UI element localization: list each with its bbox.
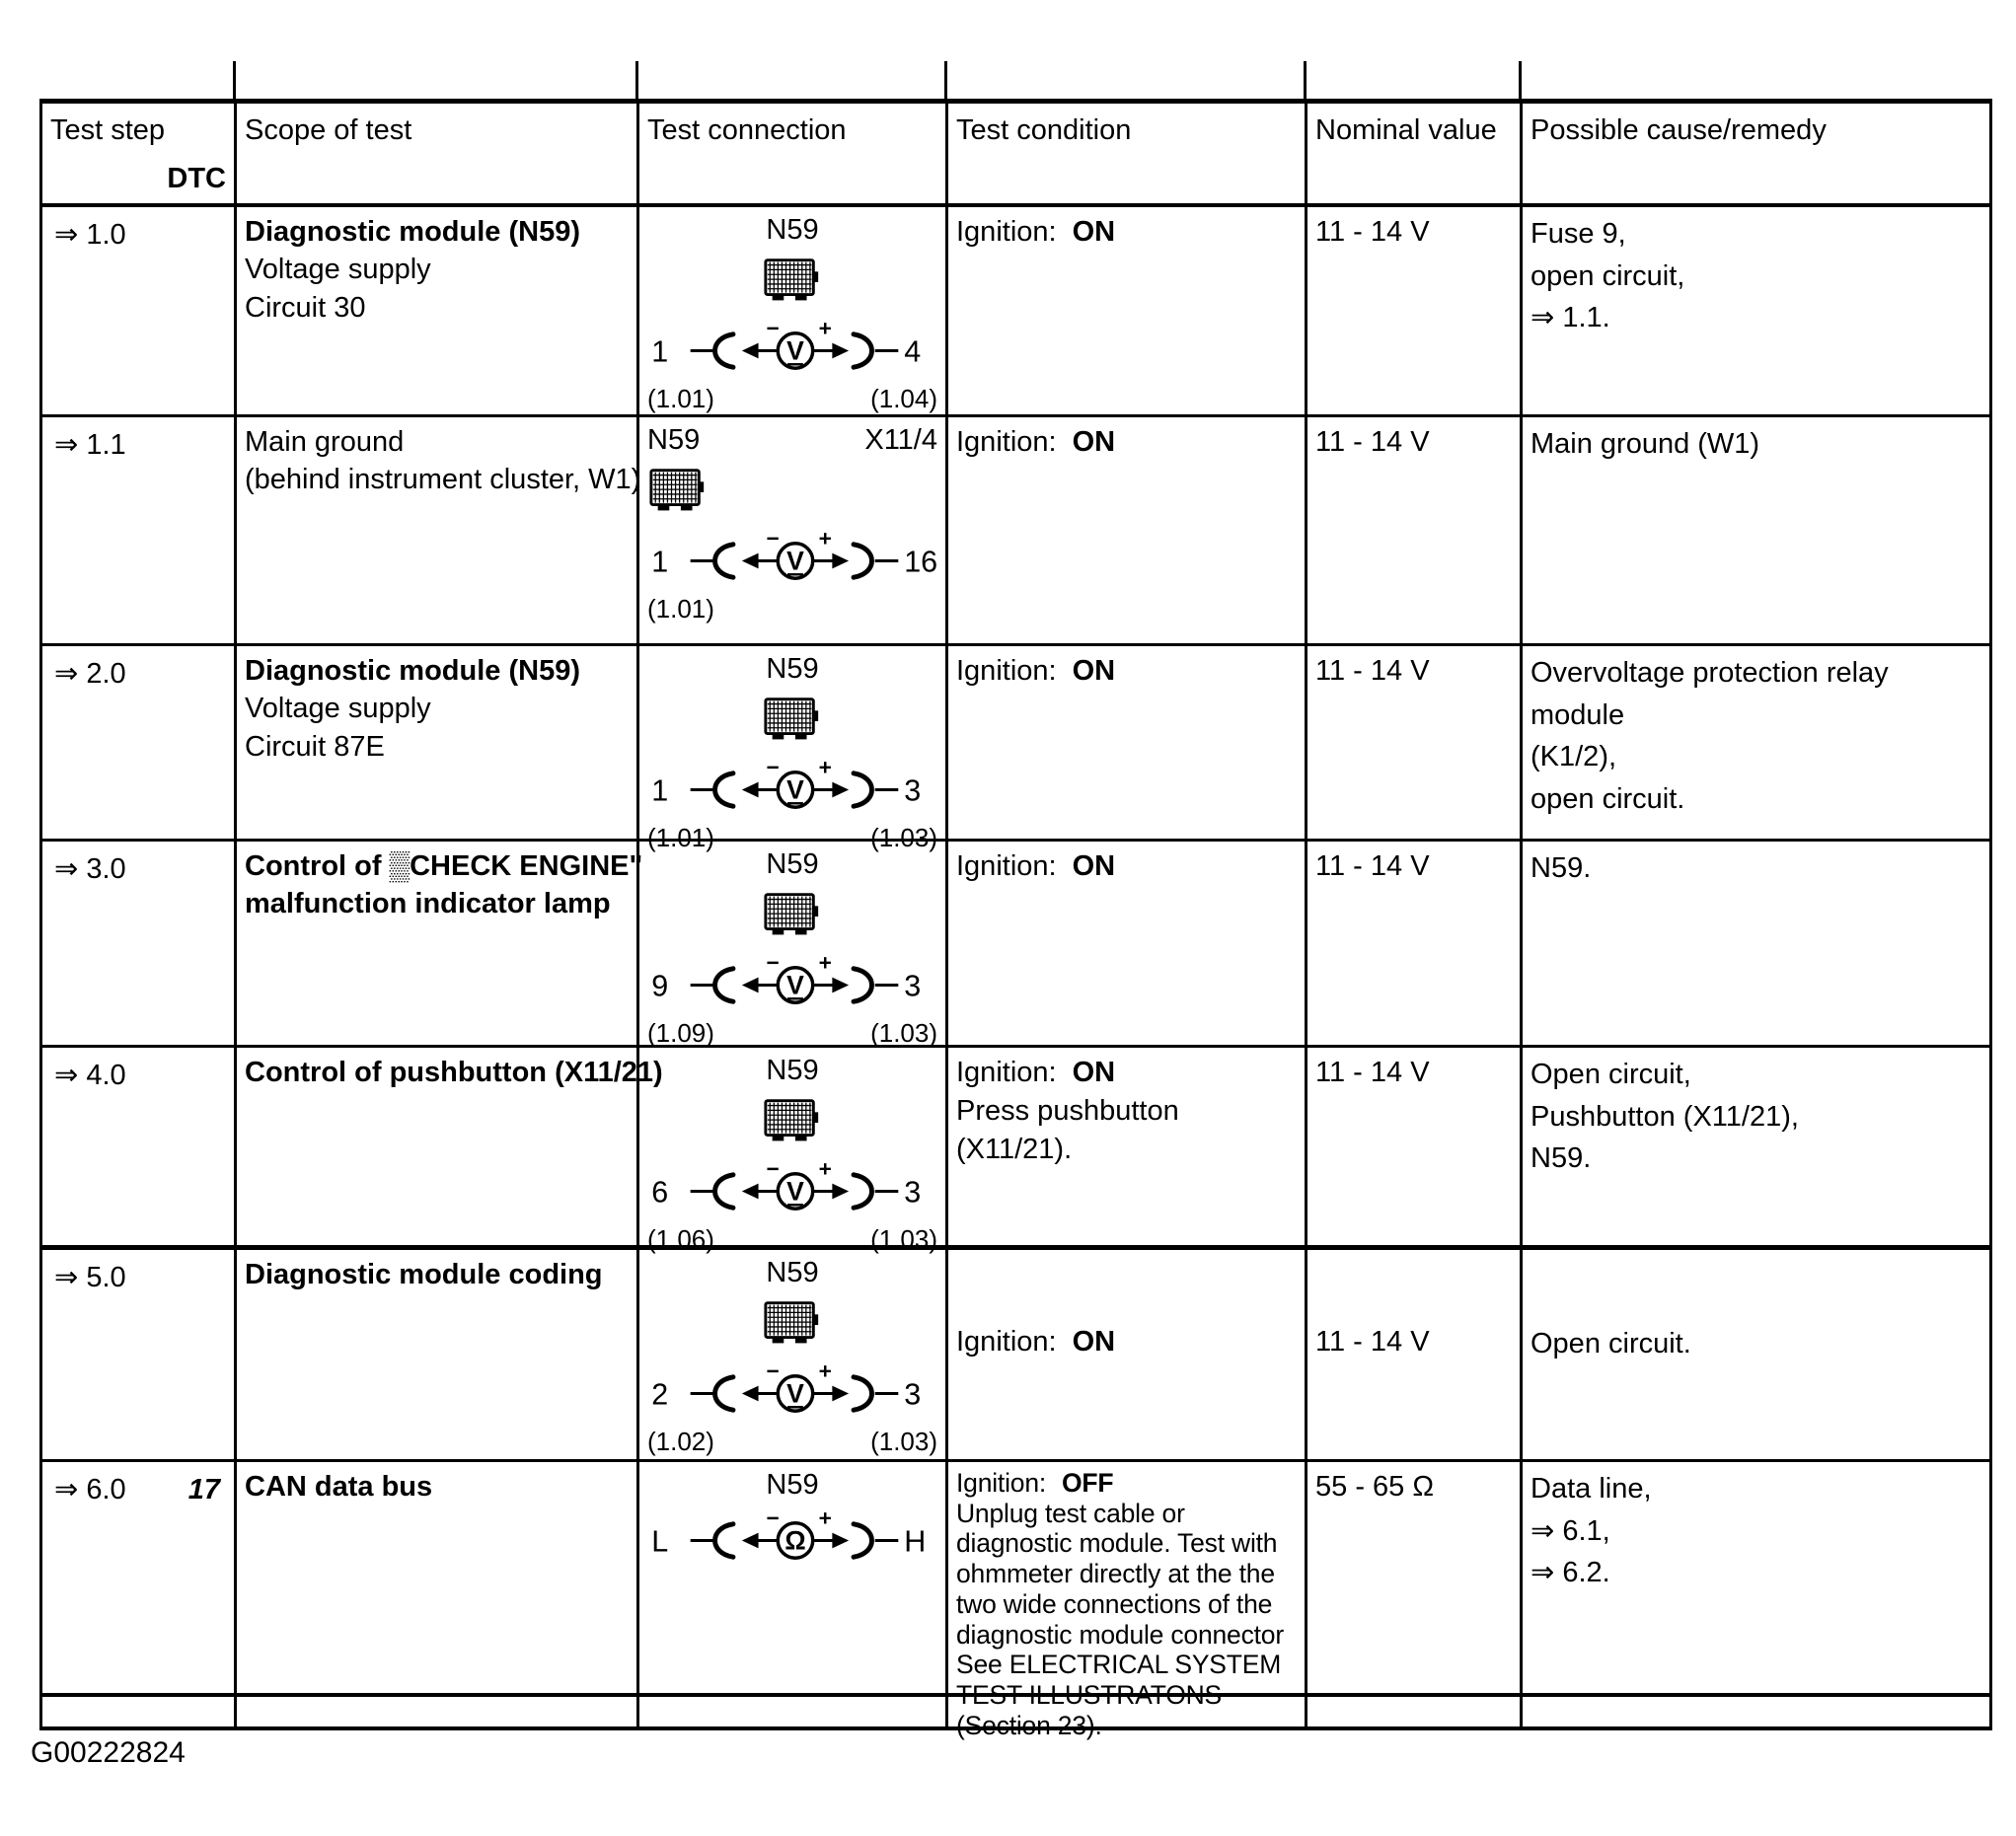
pin-ref-right: (1.03) xyxy=(870,823,937,853)
scope-text-line: Voltage supply xyxy=(245,693,431,725)
probe-line xyxy=(647,317,937,382)
condition-cell xyxy=(948,1462,1307,1740)
nominal-value-cell xyxy=(1307,207,1523,417)
ignition-line xyxy=(956,1468,1297,1499)
header-dtc-label: DTC xyxy=(167,162,226,194)
ignition-state: ON xyxy=(1072,1326,1116,1358)
meter-type-label: V xyxy=(786,1176,804,1207)
pin-reference-labels xyxy=(647,382,937,415)
cause-text-line: open circuit, xyxy=(1531,259,1685,292)
test-step-cell xyxy=(42,842,237,1048)
meter-type-label: V xyxy=(786,335,804,366)
condition-cell xyxy=(948,842,1307,1048)
cause-text-line: ⇒ 6.1, xyxy=(1531,1514,1610,1547)
ignition-line xyxy=(956,213,1297,252)
arrow-left-icon xyxy=(742,553,759,569)
column-stub-line xyxy=(944,61,947,101)
cause-text-line: N59. xyxy=(1531,1142,1592,1175)
plus-sign: + xyxy=(818,1359,832,1384)
pin-left-label: L xyxy=(651,1524,669,1559)
probe-line xyxy=(647,951,937,1016)
socket-right-icon xyxy=(854,1524,871,1557)
condition-cell xyxy=(948,207,1307,417)
minus-sign: − xyxy=(766,527,780,551)
connection-cell xyxy=(639,646,948,853)
connector-label: N59 xyxy=(766,1257,819,1288)
minus-sign: − xyxy=(766,1506,780,1531)
connection-cell xyxy=(639,1250,948,1462)
scope-title-line: Control of ▒CHECK ENGINE" xyxy=(245,850,643,882)
scope-text-line: Main ground xyxy=(245,426,405,458)
condition-text-line: diagnostic module. Test with xyxy=(956,1528,1278,1559)
probe-line xyxy=(647,756,937,821)
minus-sign: − xyxy=(766,1359,780,1384)
ignition-line xyxy=(956,847,1297,886)
nominal-value: 11 - 14 V xyxy=(1315,1326,1430,1358)
cause-remedy-cell xyxy=(1523,417,1989,646)
probe-line xyxy=(647,1157,937,1222)
module-connector-icon xyxy=(762,1299,823,1351)
voltmeter-probe-diagram xyxy=(647,527,939,592)
arrow-left-icon xyxy=(742,343,759,359)
module-icon-wrap xyxy=(647,696,937,747)
pin-ref-left: (1.09) xyxy=(647,1018,714,1049)
pin-right-label: 3 xyxy=(904,773,922,808)
condition-text-line: ohmmeter directly at the the xyxy=(956,1559,1275,1589)
cause-text-line: Fuse 9, xyxy=(1531,218,1626,250)
scope-title-line: Control of pushbutton (X11/21) xyxy=(245,1057,663,1088)
ignition-line xyxy=(956,423,1297,462)
minus-sign: − xyxy=(766,756,780,780)
test-step-label: ⇒ 1.1 xyxy=(54,429,126,461)
connector-right-label: X11/4 xyxy=(864,424,937,456)
voltmeter-probe-diagram xyxy=(647,1157,939,1222)
pin-ref-right: (1.03) xyxy=(870,1427,937,1457)
cause-remedy-cell xyxy=(1523,1462,1989,1697)
connector-label: N59 xyxy=(766,848,819,880)
socket-left-icon xyxy=(715,1377,733,1410)
socket-right-icon xyxy=(854,1175,871,1208)
connection-cell xyxy=(639,207,948,417)
pin-reference-labels xyxy=(647,1016,937,1050)
scope-title-line: Diagnostic module (N59) xyxy=(245,655,580,687)
ignition-state: OFF xyxy=(1062,1468,1114,1498)
arrow-left-icon xyxy=(742,782,759,798)
module-icon-wrap xyxy=(647,257,937,308)
header-nominal-label: Nominal value xyxy=(1315,114,1497,146)
socket-left-icon xyxy=(715,334,733,367)
plus-sign: + xyxy=(818,756,832,780)
test-step-label: ⇒ 2.0 xyxy=(54,658,126,690)
condition-text-line: Unplug test cable or xyxy=(956,1498,1185,1528)
meter-type-label: V xyxy=(786,546,804,576)
ignition-line xyxy=(956,652,1297,691)
pin-left-label: 2 xyxy=(651,1377,669,1412)
nominal-value-cell xyxy=(1307,842,1523,1048)
cause-text-line: N59. xyxy=(1531,852,1592,884)
condition-text-line: two wide connections of the xyxy=(956,1588,1273,1619)
nominal-value: 11 - 14 V xyxy=(1315,216,1430,248)
header-condition-cell xyxy=(948,104,1307,207)
socket-right-icon xyxy=(854,773,871,806)
cause-remedy-cell xyxy=(1523,842,1989,1048)
pin-left-label: 1 xyxy=(651,545,669,579)
connection-cell xyxy=(639,842,948,1048)
scope-cell xyxy=(237,417,639,646)
ignition-prefix: Ignition: xyxy=(956,426,1057,458)
connector-label: N59 xyxy=(766,1055,819,1086)
nominal-value: 11 - 14 V xyxy=(1315,655,1430,687)
meter-type-label: Ω xyxy=(784,1525,806,1556)
plus-sign: + xyxy=(818,527,832,551)
ignition-prefix: Ignition: xyxy=(956,850,1057,882)
column-stub-line xyxy=(1519,61,1522,101)
pin-left-label: 1 xyxy=(651,773,669,808)
arrow-right-icon xyxy=(832,782,849,798)
module-connector-icon xyxy=(647,467,709,518)
header-connection-cell xyxy=(639,104,948,207)
pin-ref-left: (1.01) xyxy=(647,823,714,853)
cause-remedy-cell xyxy=(1523,1250,1989,1462)
cause-text-line: ⇒ 6.2. xyxy=(1531,1557,1610,1589)
connection-cell xyxy=(639,1048,948,1255)
pin-ref-left: (1.01) xyxy=(647,594,714,624)
voltmeter-probe-diagram xyxy=(647,317,939,382)
pin-ref-right: (1.03) xyxy=(870,1018,937,1049)
nominal-value: 11 - 14 V xyxy=(1315,850,1430,882)
socket-right-icon xyxy=(854,545,871,577)
empty-condition-cell xyxy=(948,1697,1307,1730)
module-icon-wrap xyxy=(647,467,937,518)
module-icon-wrap xyxy=(647,891,937,942)
probe-line xyxy=(647,1506,937,1572)
probe-line xyxy=(647,1359,937,1425)
arrow-left-icon xyxy=(742,1386,759,1402)
nominal-value-cell xyxy=(1307,646,1523,842)
pin-reference-labels xyxy=(647,1425,937,1458)
condition-cell xyxy=(948,417,1307,646)
scope-title-line: CAN data bus xyxy=(245,1471,433,1503)
scope-title-line: Diagnostic module coding xyxy=(245,1259,603,1290)
cause-text-line: Main ground (W1) xyxy=(1531,428,1760,460)
module-connector-icon xyxy=(762,257,823,308)
empty-test-step-cell xyxy=(42,1697,237,1730)
condition-cell xyxy=(948,1250,1307,1462)
ignition-state: ON xyxy=(1072,1057,1116,1088)
voltmeter-probe-diagram xyxy=(647,951,939,1016)
test-step-cell xyxy=(42,1250,237,1462)
connector-left-label: N59 xyxy=(647,424,701,456)
scope-title-line: malfunction indicator lamp xyxy=(245,888,611,920)
cause-text-line: Data line, xyxy=(1531,1473,1652,1505)
scope-text-line: Circuit 30 xyxy=(245,291,366,324)
connection-cell xyxy=(639,1462,948,1697)
voltmeter-probe-diagram xyxy=(647,756,939,821)
pin-right-label: 16 xyxy=(904,545,938,579)
connector-label: N59 xyxy=(766,653,819,685)
pin-right-label: H xyxy=(904,1524,927,1559)
ignition-state: ON xyxy=(1072,216,1116,248)
arrow-left-icon xyxy=(742,1184,759,1200)
test-step-label: ⇒ 4.0 xyxy=(54,1060,126,1091)
nominal-value-cell xyxy=(1307,1048,1523,1250)
diagnostic-test-table xyxy=(39,99,1992,1740)
meter-type-label: V xyxy=(786,970,804,1000)
scope-text-line: (behind instrument cluster, W1) xyxy=(245,464,641,496)
socket-left-icon xyxy=(715,545,733,577)
socket-left-icon xyxy=(715,1175,733,1208)
header-test-step-cell xyxy=(42,104,237,207)
test-step-cell xyxy=(42,207,237,417)
cause-remedy-cell xyxy=(1523,1048,1989,1250)
scope-title-line: Diagnostic module (N59) xyxy=(245,216,580,248)
nominal-value: 55 - 65 Ω xyxy=(1315,1471,1435,1503)
arrow-left-icon xyxy=(742,978,759,993)
plus-sign: + xyxy=(818,317,832,341)
pin-right-label: 3 xyxy=(904,969,922,1003)
scope-cell xyxy=(237,207,639,417)
empty-nominal-value-cell xyxy=(1307,1697,1523,1730)
scope-cell xyxy=(237,1250,639,1462)
ignition-prefix: Ignition: xyxy=(956,1057,1057,1088)
header-cause-label: Possible cause/remedy xyxy=(1531,114,1827,146)
test-step-label: ⇒ 1.0 xyxy=(54,219,126,251)
module-icon-wrap xyxy=(647,1097,937,1148)
ignition-line xyxy=(956,1054,1297,1092)
empty-connection-cell xyxy=(639,1697,948,1730)
condition-text-line: TEST ILLUSTRATONS xyxy=(956,1680,1223,1711)
empty-cause-remedy-cell xyxy=(1523,1697,1989,1730)
header-condition-label: Test condition xyxy=(956,114,1132,146)
condition-cell xyxy=(948,1048,1307,1250)
socket-right-icon xyxy=(854,969,871,1001)
ignition-prefix: Ignition: xyxy=(956,1326,1057,1358)
test-step-label: ⇒ 5.0 xyxy=(54,1262,126,1293)
pin-left-label: 6 xyxy=(651,1175,669,1210)
scope-cell xyxy=(237,1048,663,1250)
pin-ref-left: (1.02) xyxy=(647,1427,714,1457)
ignition-state: ON xyxy=(1072,850,1116,882)
pin-right-label: 3 xyxy=(904,1175,922,1210)
condition-text-line: Press pushbutton (X11/21). xyxy=(956,1094,1179,1165)
plus-sign: + xyxy=(818,1157,832,1182)
column-stub-line xyxy=(635,61,638,101)
minus-sign: − xyxy=(766,1157,780,1182)
nominal-value-cell xyxy=(1307,1250,1523,1462)
scope-cell xyxy=(237,842,643,1048)
meter-type-label: V xyxy=(786,774,804,805)
test-step-cell xyxy=(42,1462,237,1697)
cause-text-line: Overvoltage protection relay module xyxy=(1531,657,1889,731)
pin-ref-right: (1.04) xyxy=(870,384,937,414)
scope-cell xyxy=(237,646,639,842)
ignition-prefix: Ignition: xyxy=(956,655,1057,687)
module-icon-wrap xyxy=(647,1299,937,1351)
column-stub-line xyxy=(233,61,236,101)
ignition-line xyxy=(956,1323,1297,1361)
dtc-value: 17 xyxy=(187,1474,220,1506)
condition-text-line: diagnostic module connector xyxy=(956,1619,1284,1650)
test-step-cell xyxy=(42,1048,237,1250)
plus-sign: + xyxy=(818,1506,832,1531)
cause-text-line: (K1/2), xyxy=(1531,741,1617,773)
socket-right-icon xyxy=(854,334,871,367)
arrow-right-icon xyxy=(832,1184,849,1200)
header-scope-label: Scope of test xyxy=(245,114,412,146)
pin-left-label: 9 xyxy=(651,969,669,1003)
plus-sign: + xyxy=(818,951,832,976)
nominal-value-cell xyxy=(1307,1462,1523,1697)
nominal-value: 11 - 14 V xyxy=(1315,1057,1430,1088)
ignition-prefix: Ignition: xyxy=(956,1468,1047,1498)
scope-text-line: Circuit 87E xyxy=(245,730,385,763)
scope-cell xyxy=(237,1462,639,1697)
connection-cell xyxy=(639,417,948,646)
cause-text-line: ⇒ 1.1. xyxy=(1531,302,1610,334)
cause-remedy-cell xyxy=(1523,207,1989,417)
cause-text-line: open circuit. xyxy=(1531,782,1685,815)
voltmeter-probe-diagram xyxy=(647,1359,939,1425)
condition-text-line: See ELECTRICAL SYSTEM xyxy=(956,1650,1282,1680)
condition-text-line: (Section 23). xyxy=(956,1710,1102,1740)
ignition-state: ON xyxy=(1072,426,1116,458)
socket-left-icon xyxy=(715,773,733,806)
socket-left-icon xyxy=(715,1524,733,1557)
test-step-label: ⇒ 3.0 xyxy=(54,853,126,885)
header-connection-label: Test connection xyxy=(647,114,847,146)
header-test-step-label: Test step xyxy=(50,114,166,146)
cause-text-line: Pushbutton (X11/21), xyxy=(1531,1100,1799,1133)
connector-label: N59 xyxy=(766,214,819,246)
document-id: G00222824 xyxy=(31,1736,186,1769)
meter-type-label: V xyxy=(786,1378,804,1409)
arrow-left-icon xyxy=(742,1533,759,1549)
test-step-cell xyxy=(42,646,237,842)
cause-text-line: Open circuit, xyxy=(1531,1059,1691,1090)
cause-remedy-cell xyxy=(1523,646,1989,842)
module-connector-icon xyxy=(762,891,823,942)
ignition-prefix: Ignition: xyxy=(956,216,1057,248)
column-stub-line xyxy=(1304,61,1307,101)
pin-reference-labels xyxy=(647,592,937,625)
arrow-right-icon xyxy=(832,553,849,569)
connector-label: N59 xyxy=(766,1469,819,1501)
module-connector-icon xyxy=(762,696,823,747)
test-step-cell xyxy=(42,417,237,646)
pin-ref-right: (1.03) xyxy=(870,1224,937,1255)
ohmmeter-probe-diagram xyxy=(647,1506,939,1572)
header-nominal-cell xyxy=(1307,104,1523,207)
pin-ref-left: (1.06) xyxy=(647,1224,714,1255)
arrow-right-icon xyxy=(832,1533,849,1549)
socket-left-icon xyxy=(715,969,733,1001)
header-cause-cell xyxy=(1523,104,1989,207)
probe-line xyxy=(647,527,938,592)
arrow-right-icon xyxy=(832,978,849,993)
pin-left-label: 1 xyxy=(651,334,669,369)
nominal-value: 11 - 14 V xyxy=(1315,426,1430,458)
arrow-right-icon xyxy=(832,1386,849,1402)
minus-sign: − xyxy=(766,951,780,976)
socket-right-icon xyxy=(854,1377,871,1410)
module-connector-icon xyxy=(762,1097,823,1148)
minus-sign: − xyxy=(766,317,780,341)
arrow-right-icon xyxy=(832,343,849,359)
cause-text-line: Open circuit. xyxy=(1531,1328,1691,1359)
pin-right-label: 4 xyxy=(904,334,922,369)
condition-cell xyxy=(948,646,1307,842)
pin-ref-left: (1.01) xyxy=(647,384,714,414)
scope-text-line: Voltage supply xyxy=(245,254,431,286)
empty-scope-cell xyxy=(237,1697,639,1730)
nominal-value-cell xyxy=(1307,417,1523,646)
header-scope-cell xyxy=(237,104,639,207)
test-step-label: ⇒ 6.0 xyxy=(54,1474,126,1506)
connection-labels xyxy=(647,421,937,459)
ignition-state: ON xyxy=(1072,655,1116,687)
pin-right-label: 3 xyxy=(904,1377,922,1412)
